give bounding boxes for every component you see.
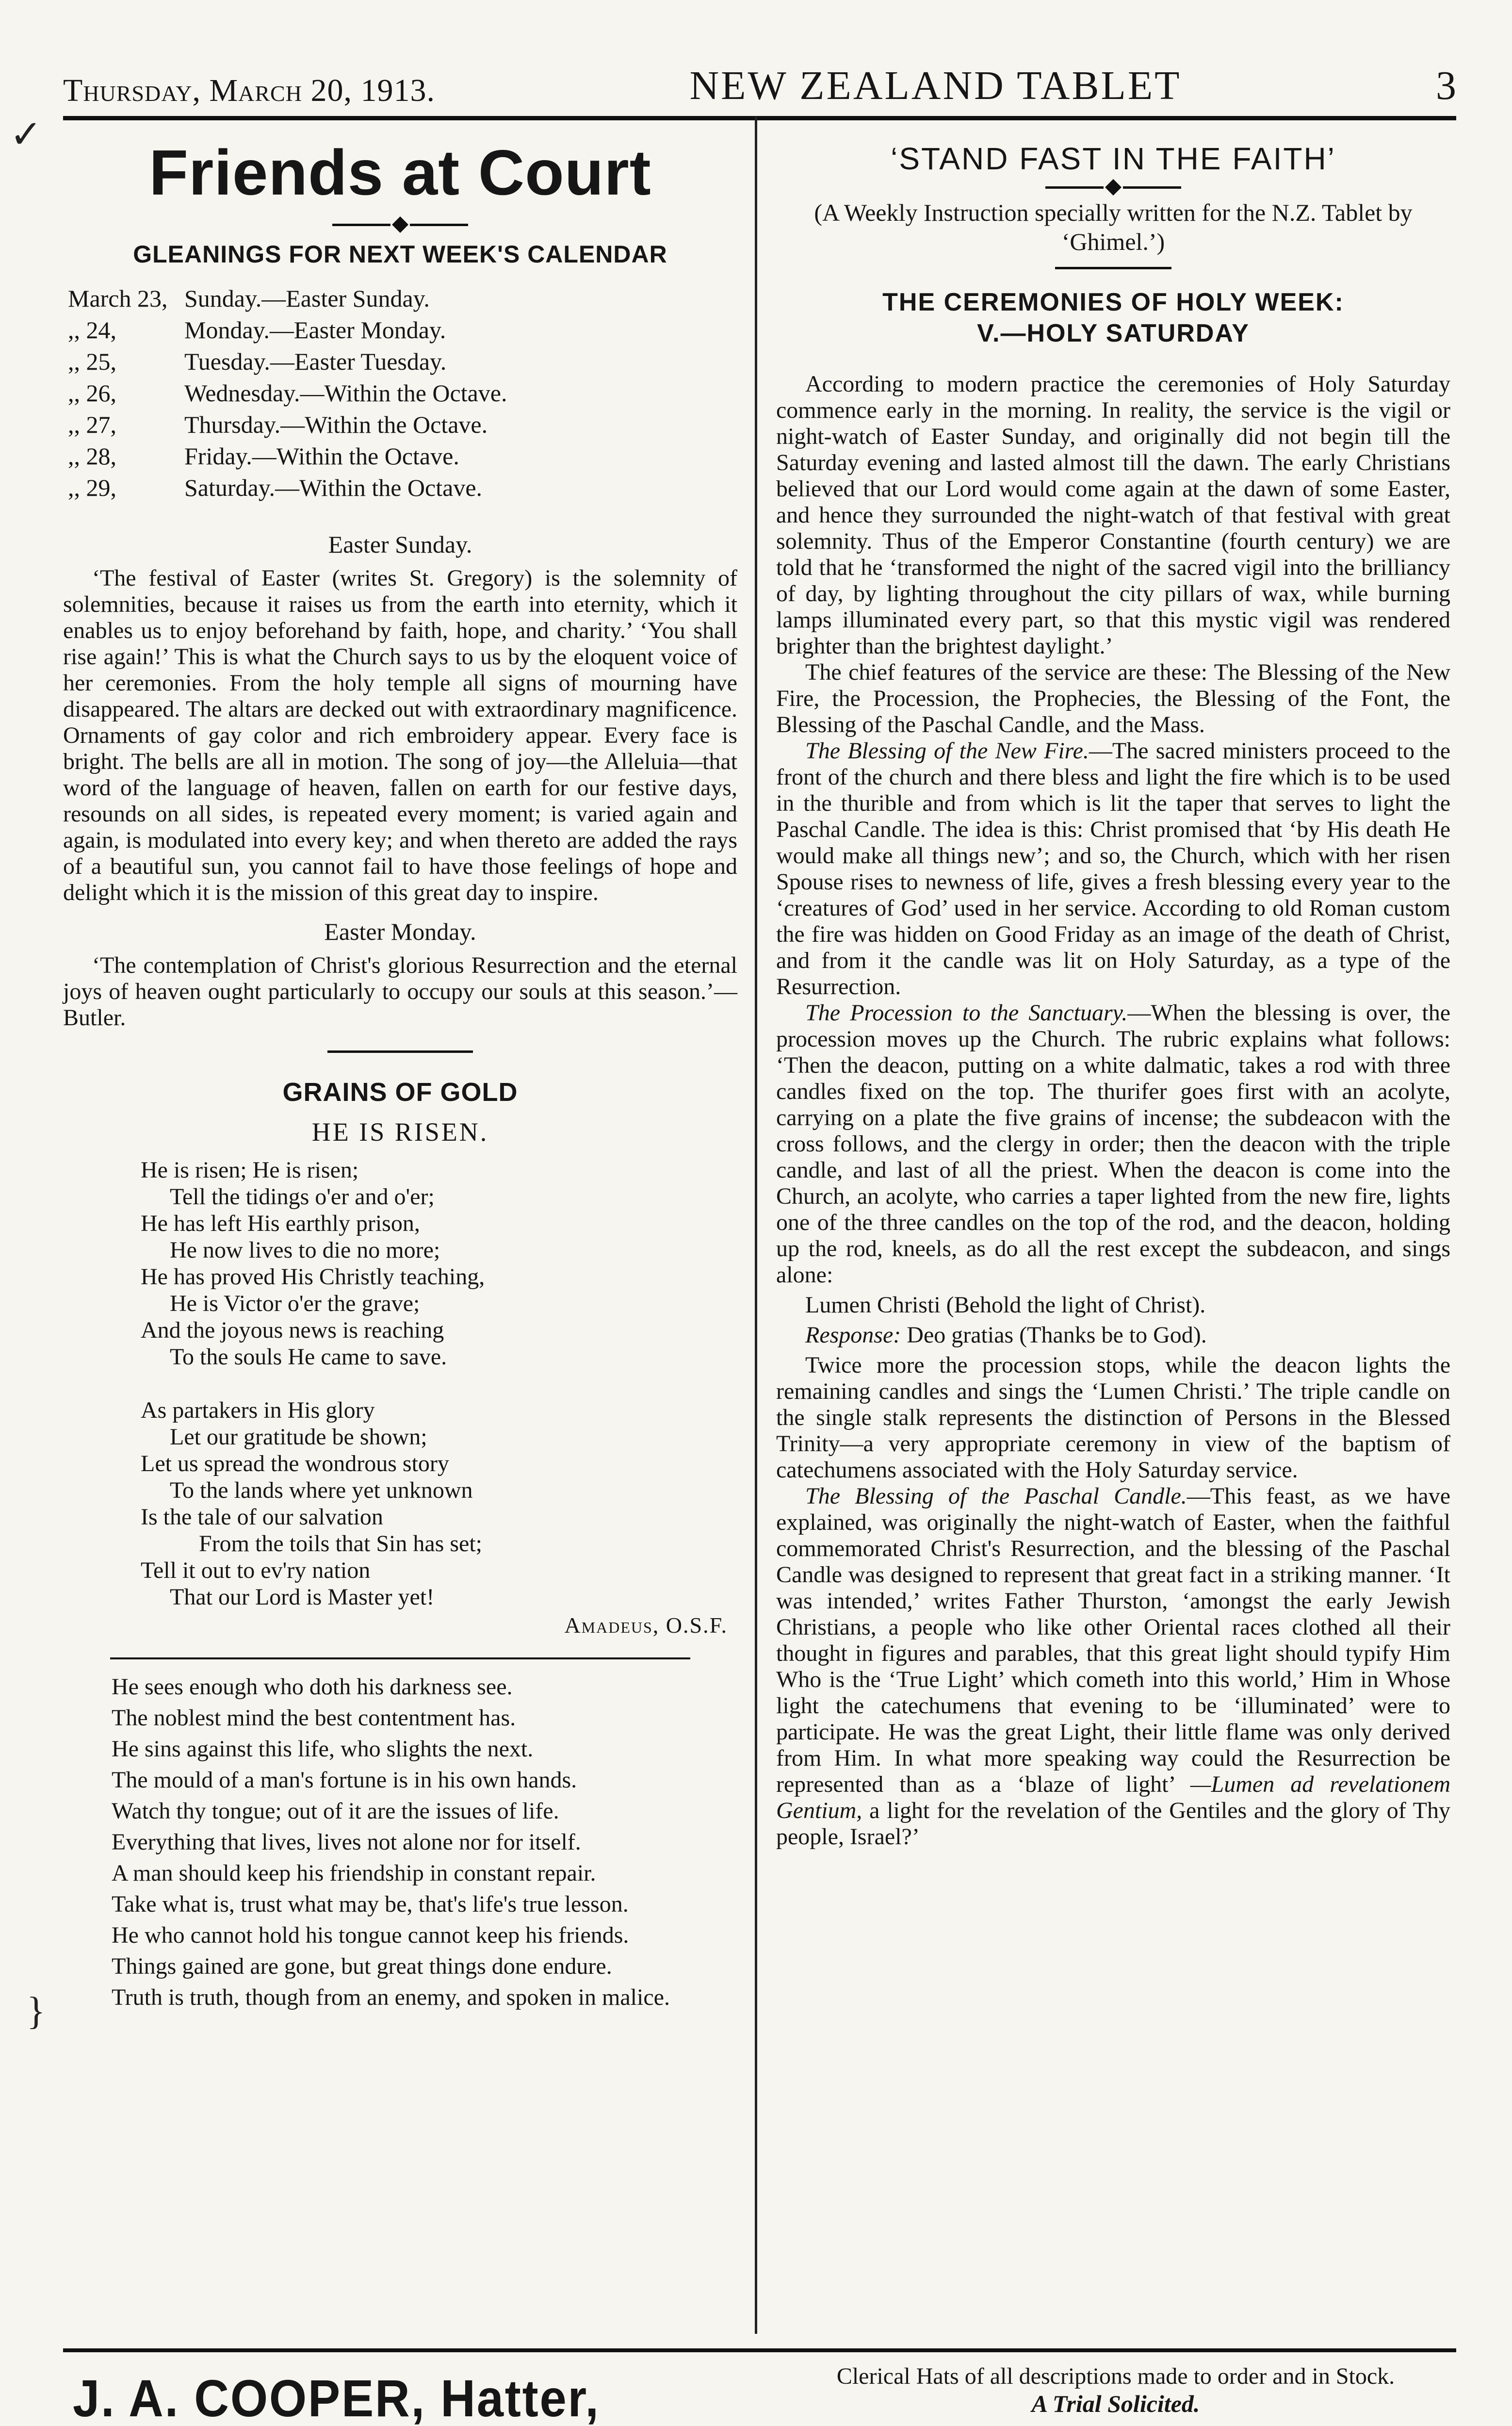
maxim: Watch thy tongue; out of it are the issues of life.	[112, 1798, 559, 1824]
ornament-divider	[776, 181, 1450, 193]
poem-line: He is risen; He is risen;	[141, 1157, 359, 1183]
calendar-row: ,, 26, Wednesday.—Within the Octave.	[68, 379, 507, 407]
poem-line: Is the tale of our salvation	[141, 1504, 383, 1530]
maxim: The noblest mind the best contentment has.	[112, 1705, 516, 1731]
right-column	[776, 121, 1450, 2324]
margin-mark: }	[27, 1990, 46, 2033]
maxim: Everything that lives, lives not alone nor for itself.	[112, 1829, 581, 1855]
poem-line: To the lands where yet unknown	[170, 1477, 473, 1503]
maxim: Take what is, trust what may be, that's life's true lesson.	[112, 1891, 629, 1917]
cooper-hatter-advertisement	[63, 2348, 1456, 2426]
poem-author: Amadeus, O.S.F.	[564, 1613, 728, 1638]
instruction-subtitle: (A Weekly Instruction specially written for the N.Z. Tablet by ‘Ghimel.’)	[814, 199, 1413, 255]
article-heading	[776, 287, 1450, 349]
poem-line: He has proved His Christly teaching,	[141, 1264, 485, 1290]
poem-line: He is Victor o'er the grave;	[170, 1291, 420, 1316]
calendar-row: ,, 24, Monday.—Easter Monday.	[68, 316, 446, 344]
paragraph-lead: The Procession to the Sanctuary.	[805, 1000, 1128, 1026]
grains-of-gold-title: GRAINS OF GOLD	[282, 1078, 518, 1107]
article-paragraph: The Blessing of the Paschal Candle.—This feast, as we have explained, was originally the night-watch of Easter, when the faithful commemorated Christ's Resurrection, and the blessing of the Paschal Candle was designed to represent that great fact in a striking manner. ‘It was intended,’ writes Father Thurston, ‘amongst the early Jewish Christians, a people who like other Oriental races clothed all their thought in figures and parables, that this great light should typify Him Who is the ‘True Light’ which cometh into this world,’ Him in Whose light the catechumens that evening to be ‘illuminated’ were to participate. He was the great Light, their little flame was only derived from Him. In what more speaking way could the Resurrection be represented than as a ‘blaze of light’ —Lumen ad revelationem Gentium, a light for the revelation of the Gentiles and the glory of Thy people, Israel?’	[776, 1483, 1451, 1850]
poem-line: From the toils that Sin has set;	[199, 1531, 482, 1557]
ad-business-name: J. A. COOPER, Hatter,	[73, 2369, 600, 2426]
margin-mark: ✓	[10, 114, 43, 156]
maxim: The mould of a man's fortune is in his own hands.	[112, 1767, 577, 1793]
easter-monday-paragraph: ‘The contemplation of Christ's glorious Resurrection and the eternal joys of heaven ought particularly to occupy our souls at this season.’—Butler.	[63, 952, 737, 1031]
poem-line: He has left His earthly prison,	[141, 1211, 420, 1236]
calendar-list	[68, 283, 737, 504]
section-rule	[110, 1657, 690, 1659]
calendar-subtitle: GLEANINGS FOR NEXT WEEK'S CALENDAR	[133, 241, 667, 268]
article-paragraph: The chief features of the service are these: The Blessing of the New Fire, the Procession, the Prophecies, the Blessing of the Font, the Blessing of the Paschal Candle, and the Mass.	[776, 659, 1450, 738]
section-rule	[327, 1050, 473, 1053]
article-heading-line: V.—HOLY SATURDAY	[977, 319, 1250, 347]
paragraph-lead: The Blessing of the New Fire.	[805, 738, 1089, 764]
article-paragraph: The Procession to the Sanctuary.—When the blessing is over, the procession moves up the Church. The rubric explains what follows: ‘Then the deacon, putting on a white dalmatic, takes a rod with three candles fixed on the top. The thurifer goes first with an acolyte, carrying on a plate the five grains of incense; the subdeacon with the cross follows, and the clergy in order; then the deacon with the triple candle, and last of all the priest. When the deacon is come into the Church, an acolyte, who carries a taper lighted from the new fire, lights one of the three candles on the top of the rod, and the deacon, holding up the rod, kneels, as do all the rest except the subdeacon, and sings alone:	[776, 1000, 1450, 1288]
ad-line: Clerical Hats of all descriptions made to order and in Stock.	[836, 2363, 1395, 2389]
calendar-row: ,, 29, Saturday.—Within the Octave.	[68, 474, 483, 501]
column-divider	[755, 116, 757, 2334]
maxim: He who cannot hold his tongue cannot keep his friends.	[112, 1922, 629, 1948]
ornament-divider	[63, 219, 737, 230]
easter-sunday-paragraph: ‘The festival of Easter (writes St. Gregory) is the solemnity of solemnities, because it raises us from the earth into eternity, which it enables us to enjoy beforehand by faith, hope, and charity.’ ‘You shall rise again!’ This is what the Church says to us by the eloquent voice of her ceremonies. From the holy temple all signs of mourning have disappeared. The altars are decked out with extraordinary magnificence. Ornaments of gay color and rich embroidery appear. Every face is bright. The bells are all in motion. The song of joy—the Alleluia—that word of the language of heaven, fallen on earth for our festive days, resounds on all sides, is repeated every moment; is varied again and again, is modulated into every key; and when thereto are added the rays of a beautiful sun, you cannot fail to have those feelings of hope and delight which it is the mission of this great day to inspire.	[63, 565, 737, 905]
poem-line: As partakers in His glory	[141, 1397, 375, 1423]
section-rule	[1055, 267, 1171, 269]
page-number: 3	[1436, 63, 1456, 108]
paragraph-lead: The Blessing of the Paschal Candle.	[805, 1483, 1187, 1509]
poem-line: To the souls He came to save.	[170, 1344, 447, 1370]
poem-line: That our Lord is Master yet!	[170, 1584, 435, 1610]
calendar-row: ,, 28, Friday.—Within the Octave.	[68, 443, 459, 470]
response-line: Response: Deo gratias (Thanks be to God).	[805, 1322, 1207, 1348]
maxim: Truth is truth, though from an enemy, and spoken in malice.	[112, 1984, 670, 2010]
calendar-row: March 23, Sunday.—Easter Sunday.	[68, 285, 430, 312]
article-paragraph: Twice more the procession stops, while the deacon lights the remaining candles and sings the ‘Lumen Christi.’ The triple candle on the single stalk represents the distinction of Persons in the Blessed Trinity—a very appropriate ceremony in view of the baptism of catechumens associated with the Holy Saturday service.	[776, 1352, 1450, 1483]
poem-line: Tell the tidings o'er and o'er;	[170, 1184, 435, 1210]
easter-sunday-heading: Easter Sunday.	[328, 531, 472, 558]
lumen-christi-line: Lumen Christi (Behold the light of Christ).	[805, 1292, 1206, 1318]
ad-description	[776, 2363, 1455, 2417]
ad-trial-solicited: A Trial Solicited.	[1031, 2390, 1200, 2417]
stand-fast-title: ‘STAND FAST IN THE FAITH’	[891, 141, 1336, 176]
calendar-row: ,, 25, Tuesday.—Easter Tuesday.	[68, 348, 447, 375]
poem-title: HE IS RISEN.	[311, 1117, 489, 1147]
calendar-row: ,, 27, Thursday.—Within the Octave.	[68, 411, 488, 438]
poem-line: Let us spread the wondrous story	[141, 1451, 449, 1476]
easter-monday-heading: Easter Monday.	[324, 918, 476, 945]
masthead-title: NEW ZEALAND TABLET	[689, 63, 1182, 108]
maxim: A man should keep his friendship in constant repair.	[112, 1860, 596, 1886]
running-header	[63, 46, 1456, 120]
article-heading-line: THE CEREMONIES OF HOLY WEEK:	[882, 288, 1344, 316]
poem-line: And the joyous news is reaching	[141, 1317, 444, 1343]
article-paragraph: According to modern practice the ceremonies of Holy Saturday commence early in the morning. In reality, the service is the vigil or night-watch of Easter Sunday, and originally did not begin till the Saturday evening and lasted almost till the dawn. The early Christians believed that our Lord would come again at the dawn of some Easter, and hence they surrounded the night-watch of that festival with great solemnity. Thus of the Emperor Constantine (fourth century) we are told that he ‘transformed the night of the sacred vigil into the brilliancy of day, by lighting throughout the city pillars of wax, while burning lamps illuminated every part, so that this mystic vigil was rendered brighter than the brightest daylight.’	[776, 371, 1450, 659]
poem	[141, 1157, 737, 1610]
poem-line: Let our gratitude be shown;	[170, 1424, 427, 1450]
friends-at-court-title: Friends at Court	[149, 137, 651, 208]
ad-top-rule	[63, 2348, 1456, 2352]
left-column	[63, 121, 737, 2324]
maxims-list	[63, 1674, 737, 2011]
maxim: He sins against this life, who slights the next.	[112, 1736, 534, 1762]
maxim: He sees enough who doth his darkness see.	[112, 1674, 513, 1700]
poem-line: He now lives to die no more;	[170, 1237, 440, 1263]
issue-date: Thursday, March 20, 1913.	[63, 73, 435, 108]
poem-line: Tell it out to ev'ry nation	[141, 1557, 371, 1583]
maxim: Things gained are gone, but great things done endure.	[112, 1953, 612, 1979]
article-paragraph: The Blessing of the New Fire.—The sacred ministers proceed to the front of the church and there bless and light the fire which is to be used in the thurible and from which is lit the taper that serves to light the Paschal Candle. The idea is this: Christ promised that ‘by His death He would make all things new’; and so, the Church, which with her risen Spouse rises to newness of life, gives a fresh blessing every year to the ‘creatures of God’ used in her service. According to old Roman custom the fire was hidden on Good Friday as an image of the death of Christ, and from it the candle was lit on Holy Saturday, as a type of the Resurrection.	[776, 738, 1450, 1000]
